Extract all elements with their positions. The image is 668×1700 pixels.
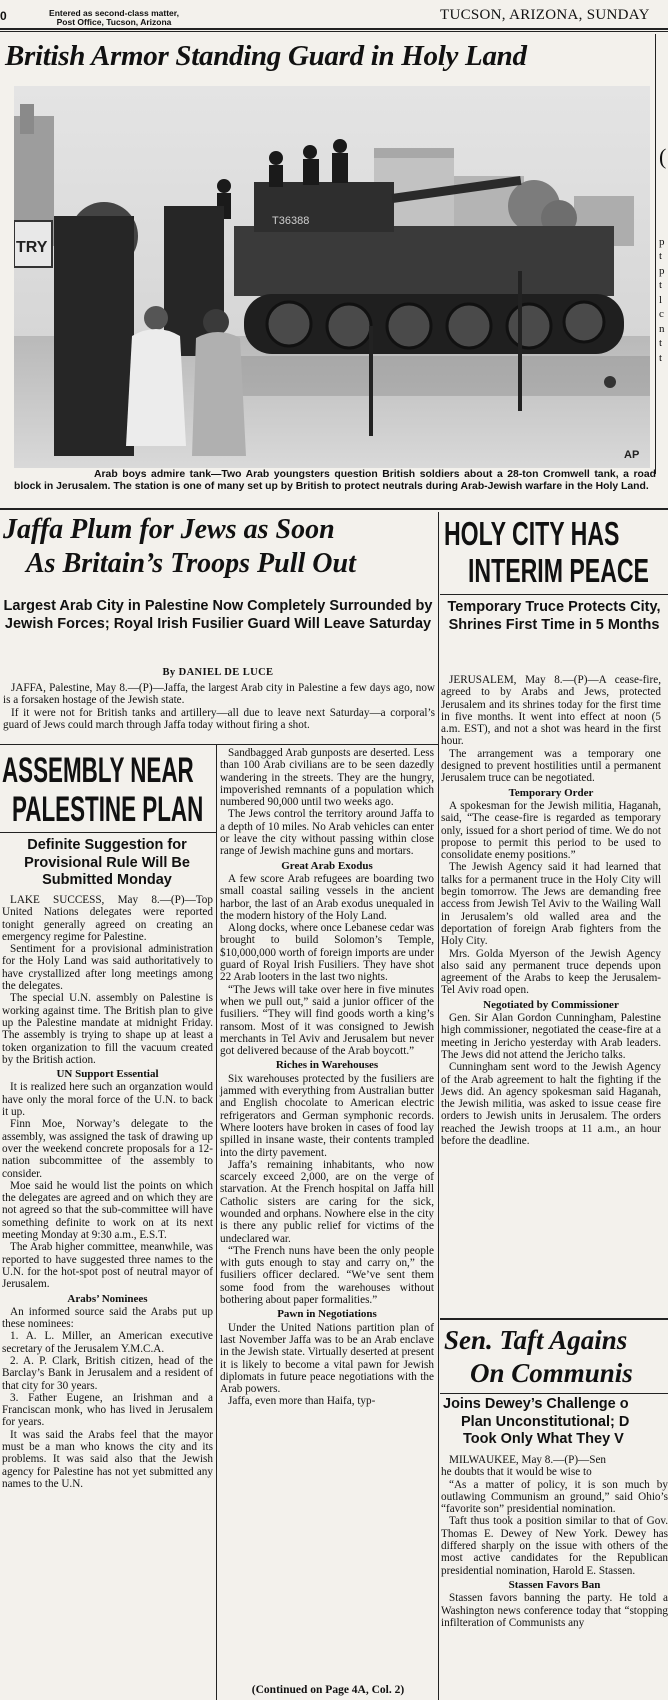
assembly-paragraph: It was said the Arabs feel that the mayor must be a man who knows the city and its problems. It was said also that the Jewish agency for Palestine has not yet submitted any names to the U.N. — [2, 1428, 213, 1490]
holy-city-headline-line-2: INTERIM PEACE — [468, 552, 649, 589]
holy-city-paragraph: The Jewish Agency said it had learned that talks for a permanent truce in the Holy City will begin tomorrow. The Jews are demanding free access from Jewish Tel Aviv to the Wailing Wall in Jerusalem’s old walled area and the deportation of foreign Arab fighters from the Holy City. — [441, 861, 661, 948]
taft-paragraph: MILWAUKEE, May 8.—(P)—Sen — [449, 1454, 607, 1466]
subhead-stassen-favors-ban: Stassen Favors Ban — [508, 1578, 601, 1591]
caption-rule — [0, 508, 668, 510]
taft-paragraph: he doubts that it would be wise to — [441, 1466, 592, 1479]
photo-caption: Arab boys admire tank—Two Arab youngsters question British soldiers about a 28-ton Cromwell tank, a road block in Jerusalem. The station is one of many set up by British to protect neutrals during Arab-Jewish warfare in the Holy Land. — [14, 469, 656, 492]
holy-city-rule — [440, 594, 668, 595]
assembly-body — [2, 894, 213, 1490]
subhead-temporary-order: Temporary Order — [508, 786, 594, 799]
jaffa-paragraph: “The French nuns have been the only people with guts enough to stay and carry on,” the fusiliers officer declared. “We’ve sent them some food from the warehouses without bothering about paper formalities.” — [220, 1244, 434, 1307]
jaffa-headline-line-1: Jaffa Plum for Jews as Soon — [3, 514, 335, 545]
fragment-big-letter: ( — [659, 144, 667, 169]
jaffa-lead-paragraph: If it were not for British tanks and artillery—all due to leave next Saturday—a corporal’s guard of Jews could march through Jaffa today without firing a shot. — [3, 706, 435, 731]
holy-city-paragraph: Mrs. Golda Myerson of the Jewish Agency also said any permanent truce depends upon agreement of the Arabs to keep the Jerusalem-Tel Aviv road open. — [441, 947, 661, 997]
subhead-great-arab-exodus: Great Arab Exodus — [281, 859, 373, 872]
fragment-letter: t — [659, 250, 663, 262]
subhead-riches-in-warehouses: Riches in Warehouses — [275, 1059, 379, 1072]
taft-deck — [441, 1396, 668, 1449]
jaffa-paragraph: Sandbagged Arab gunposts are deserted. Less than 100 Arab civilians are to be seen dazedly wandering in the streets. They are the hungry, impoverished remnants of a population which numbered 90,000 until two weeks ago. — [220, 747, 434, 809]
tank-serial: T36388 — [272, 215, 310, 227]
jaffa-lead-rule — [0, 744, 438, 745]
tank-photo-art — [14, 86, 650, 468]
subhead-pawn-in-negotiations: Pawn in Negotiations — [277, 1308, 377, 1321]
column-divider — [438, 512, 439, 1700]
assembly-paragraph: 2. A. P. Clark, British citizen, head of the Barclay’s Bank in Jerusalem and a resident of that city for 30 years. — [2, 1354, 213, 1392]
taft-paragraph: Stassen favors banning the party. He told a Washington news conference today that “stopping infilteration of Communists any — [441, 1592, 668, 1629]
assembly-paragraph: It is realized here such an organzation would have only the moral force of the U.N. to back it up. — [2, 1081, 213, 1119]
jaffa-lead — [3, 682, 435, 731]
holy-city-paragraph: Gen. Sir Alan Gordon Cunningham, Palestine high commissioner, negotiated the cease-fire at a meeting in Jericho yesterday with Arab leaders. The Jews did not attend the Jericho talks. — [441, 1012, 661, 1061]
taft-deck-line: Joins Dewey’s Challenge o — [443, 1396, 629, 1412]
assembly-paragraph: An informed source said the Arabs put up these nominees: — [2, 1305, 213, 1331]
jaffa-paragraph: Along docks, where once Lebanese cedar was brought to build Solomon’s Temple, $10,000,000 worth of foreign imports are under guard of Royal Irish Fusiliers. They have shot 22 Arab looters in the last two nights. — [220, 922, 434, 984]
right-edge-fragment — [659, 144, 668, 365]
tank-photo — [14, 86, 650, 468]
top-headline: British Armor Standing Guard in Holy Land — [5, 40, 527, 72]
taft-head-rule — [440, 1393, 668, 1394]
taft-paragraph: “As a matter of policy, it is son much by outlawing Communism an ground,” said Ohio’s “favorite son” presidential nomination. — [441, 1478, 668, 1516]
road-sign: TRY — [16, 239, 48, 256]
holy-city-paragraph: JERUSALEM, May 8.—(P)—A cease-fire, agreed to by Arabs and Jews, protected Jerusalem and its shrines today for the first time in five months. It went into effect at noon (5 a.m. EST), and not a shot was heard in the first hour. — [441, 674, 661, 748]
assembly-head-rule — [0, 832, 216, 833]
subhead-un-support: UN Support Essential — [56, 1068, 159, 1081]
jaffa-paragraph: The Jews control the territory around Jaffa to a depth of 10 miles. No Arab vehicles can enter or leave the city without passing within close range of Jewish machine guns and mortars. — [220, 808, 434, 858]
mail-notice-line: Entered as second-class matter, — [49, 8, 179, 18]
taft-deck-line: Plan Unconstitutional; D — [461, 1413, 630, 1430]
taft-headline-line-2: On Communis — [470, 1358, 633, 1388]
jaffa-paragraph: Jaffa’s remaining inhabitants, who now scarcely exceed 2,000, are on the verge of starvation. At the French hospital on Jaffa hill Catholic sisters are caring for the sick, wounded and orphans. Nowhere else in the city is there any public relief for victims of the undeclared war. — [220, 1158, 434, 1245]
holy-city-deck: Temporary Truce Protects City, Shrines First Time in 5 Months — [447, 599, 661, 633]
taft-top-rule — [440, 1318, 668, 1320]
taft-deck-line: Took Only What They V — [463, 1431, 624, 1447]
jaffa-paragraph: Six warehouses protected by the fusiliers are jammed with everything from Australian butter and English chocolate to American electric refrigerators and German symphonic records. Where looters have broken in cases of food lay spilled in insane waste, their contents trampled into the dirty pavement. — [220, 1072, 434, 1159]
assembly-paragraph: LAKE SUCCESS, May 8.—(P)—Top United Nations delegates were reported tonight generally agreed on creating an emergency regime for Palestine. — [2, 894, 213, 943]
taft-paragraph: Taft thus took a position similar to that of Gov. Thomas E. Dewey of New York. Dewey has differed sharply on the issue with others of the most active candidates for the Republican presidential nomination, Harold E. Stassen. — [441, 1515, 668, 1577]
jaffa-headline-line-2: As Britain’s Troops Pull Out — [26, 548, 356, 579]
taft-body — [441, 1454, 668, 1700]
taft-headline-line-1: Sen. Taft Agains — [444, 1325, 628, 1355]
jaffa-deck: Largest Arab City in Palestine Now Completely Surrounded by Jewish Forces; Royal Irish Fusilier Guard Will Leave Saturday — [3, 598, 433, 632]
jaffa-paragraph: Under the United Nations partition plan of last November Jaffa was to be an Arab enclave in the Jewish state. Virtually deserted at present it is likely to become a vital pawn for Jewish diplomats in future peace negotiations with the Arab powers. — [220, 1321, 434, 1396]
assembly-paragraph: The Arab higher committee, meanwhile, was reported to have suggested three names to the U.N. for the hot-spot post of neutral mayor of Jerusalem. — [2, 1241, 213, 1291]
col-rule — [216, 744, 217, 1700]
continued-jump-line[interactable]: (Continued on Page 4A, Col. 2) — [251, 1684, 405, 1696]
assembly-paragraph: The special U.N. assembly on Palestine is working against time. The British plan to give up the Palestine mandate at midnight Friday. The assembly is trying to shape up at least a token organization to fill the vacuum created by the British action. — [2, 992, 213, 1066]
assembly-paragraph: Moe said he would list the points on which the delegates are agreed and on which they are not agreed so that the sub-committee will have something definite to work on at its next meeting Monday at 9:30 a.m., E.S.T. — [2, 1179, 213, 1242]
assembly-headline-line-1: ASSEMBLY NEAR — [2, 751, 194, 790]
right-column-edge — [655, 34, 656, 474]
mail-notice — [34, 9, 194, 27]
holy-city-body — [441, 674, 661, 1147]
holy-city-headline-line-1: HOLY CITY HAS — [444, 515, 620, 552]
holy-city-paragraph: The arrangement was a temporary one designed to prevent hostilities until a permanent Jerusalem truce can be negotiated. — [441, 747, 661, 785]
fragment-letter: p — [659, 235, 665, 248]
page-number: 0 — [0, 9, 7, 23]
jaffa-body — [220, 747, 434, 1408]
fragment-letter: l — [659, 293, 663, 306]
fragment-letter: t — [659, 279, 663, 291]
subhead-arabs-nominees: Arabs’ Nominees — [67, 1292, 148, 1305]
mail-notice-line: Post Office, Tucson, Arizona — [56, 17, 172, 27]
dateline: TUCSON, ARIZONA, SUNDAY — [440, 7, 650, 23]
fragment-letter: c — [659, 308, 664, 320]
assembly-paragraph: 1. A. L. Miller, an American executive secretary of the Jerusalem Y.M.C.A. — [2, 1330, 213, 1355]
masthead-rule-thin — [0, 31, 668, 32]
holy-city-paragraph: A spokesman for the Jewish militia, Haganah, said, “The cease-fire is regarded as temporary only, issued for a short period of time. We do not propose to permit this period to be used to consolidate enemy positions.” — [441, 799, 661, 862]
jaffa-paragraph: “The Jews will take over here in five minutes when we pull out,” said a junior officer of the fusiliers. “They will find goods worth a king’s ransom. Most of it was consigned to Jewish merchants in Tel Aviv and Jerusalem but never got delivered because of the Arab boycott.” — [220, 983, 434, 1058]
masthead-rule — [0, 28, 668, 30]
fragment-letter: p — [659, 264, 665, 277]
assembly-paragraph: Sentiment for a provisional administration for the Holy Land was said authoritatively to have crystallized after long meetings among the delegates. — [2, 943, 213, 993]
jaffa-paragraph: A few score Arab refugees are boarding two small coastal sailing vessels in the ancient harbor, the last of an Arab exodus unequaled in the modern history of the Holy Land. — [220, 872, 434, 922]
jaffa-lead-paragraph: JAFFA, Palestine, May 8.—(P)—Jaffa, the largest Arab city in Palestine a few days ago, now is a forsaken hostage of the Jewish state. — [3, 682, 435, 707]
subhead-negotiated: Negotiated by Commissioner — [483, 998, 619, 1011]
jaffa-byline: By DANIEL DE LUCE — [162, 667, 274, 678]
holy-city-paragraph: Cunningham sent word to the Jewish Agency of the Arab agreement to halt the fighting if the Jews did. An agency spokesman said Haganah, the Jewish militia, was asked to issue cease fire orders to Jewish units in Jerusalem. The orders reached the Jewish troops at 11 a.m., an hour before the deadline. — [441, 1061, 661, 1147]
assembly-deck: Definite Suggestion for Provisional Rule Will Be Submitted Monday — [24, 837, 190, 888]
assembly-paragraph: 3. Father Eugene, an Irishman and a Franciscan monk, who has lived in Jerusalem for years. — [2, 1391, 213, 1429]
fragment-letter: t — [659, 351, 663, 364]
assembly-paragraph: Finn Moe, Norway’s delegate to the assembly, was assigned the task of drawing up over the weekend concrete proposals for a 12-nation subcommittee of the assembly to consider. — [2, 1118, 213, 1180]
jaffa-paragraph: Jaffa, even more than Haifa, typ- — [228, 1395, 376, 1408]
assembly-headline-line-2: PALESTINE PLAN — [12, 790, 204, 829]
photo-credit: AP — [624, 449, 640, 461]
fragment-letter: t — [659, 337, 663, 349]
fragment-letter: n — [659, 322, 665, 335]
